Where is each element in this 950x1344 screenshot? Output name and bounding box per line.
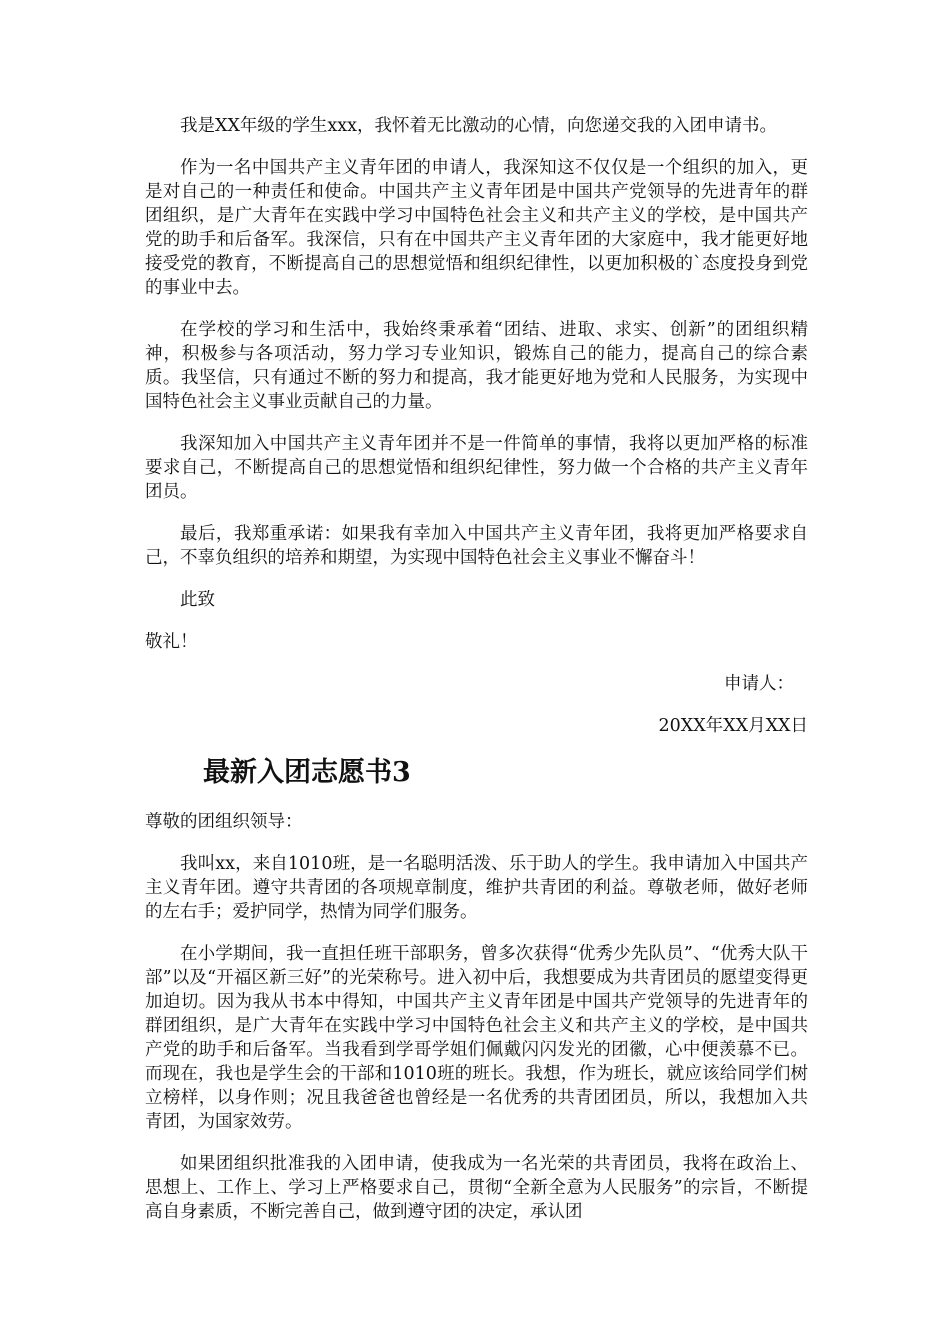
letter1-paragraph-1: 我是XX年级的学生xxx，我怀着无比激动的心情，向您递交我的入团申请书。 — [180, 116, 778, 136]
signature-line: 申请人： — [724, 674, 794, 694]
letter1-paragraph-3: 在学校的学习和生活中，我始终秉承着“团结、进取、求实、创新”的团组织精神，积极参与各项活动，努力学习专业知识，锻炼自己的能力，提高自己的综合素质。我坚信，只有通过不断的努力和提高，我才能更好地为党和人民服务，为实现中国特色社会主义事业贡献自己的力量。 — [145, 320, 808, 412]
salutation: 尊敬的团组织领导： — [145, 812, 303, 832]
closing-line-1: 此致 — [180, 590, 215, 610]
letter1-paragraph-5: 最后，我郑重承诺：如果我有幸加入中国共产主义青年团，我将更加严格要求自己，不辜负组织的培养和期望，为实现中国特色社会主义事业不懈奋斗！ — [145, 524, 808, 568]
letter2-paragraph-2: 在小学期间，我一直担任班干部职务，曾多次获得“优秀少先队员”、“优秀大队干部”以及“开福区新三好”的光荣称号。进入初中后，我想要成为共青团员的愿望变得更加迫切。因为我从书本中得知，中国共产主义青年团是中国共产党领导的先进青年的群团组织，是广大青年在实践中学习中国特色社会主义和共产主义的学校，是中国共产党的助手和后备军。当我看到学哥学姐们佩戴闪闪发光的团徽，心中便羡慕不已。而现在，我也是学生会的干部和1010班的班长。我想，作为班长，就应该给同学们树立榜样，以身作则；况且我爸爸也曾经是一名优秀的共青团团员，所以，我想加入共青团，为国家效劳。 — [145, 944, 808, 1132]
letter1-paragraph-2: 作为一名中国共产主义青年团的申请人，我深知这不仅仅是一个组织的加入，更是对自己的一种责任和使命。中国共产主义青年团是中国共产党领导的先进青年的群团组织，是广大青年在实践中学习中国特色社会主义和共产主义的学校，是中国共产党的助手和后备军。我深信，只有在中国共产主义青年团的大家庭中，我才能更好地接受党的教育，不断提高自己的思想觉悟和组织纪律性，以更加积极的`态度投身到党的事业中去。 — [145, 158, 808, 298]
closing-line-2: 敬礼！ — [145, 632, 198, 652]
letter1-paragraph-4: 我深知加入中国共产主义青年团并不是一件简单的事情，我将以更加严格的标准要求自己，不断提高自己的思想觉悟和组织纪律性，努力做一个合格的共产主义青年团员。 — [145, 434, 808, 502]
letter2-paragraph-3: 如果团组织批准我的入团申请，使我成为一名光荣的共青团员，我将在政治上、思想上、工作上、学习上严格要求自己，贯彻“全新全意为人民服务”的宗旨，不断提高自身素质，不断完善自己，做到遵守团的决定，承认团 — [145, 1154, 808, 1222]
section-title: 最新入团志愿书3 — [203, 757, 411, 788]
date-line: 20XX年XX月XX日 — [658, 716, 808, 736]
document-page — [145, 114, 808, 1242]
letter2-paragraph-1: 我叫xx，来自1010班，是一名聪明活泼、乐于助人的学生。我申请加入中国共产主义青年团。遵守共青团的各项规章制度，维护共青团的利益。尊敬老师，做好老师的左右手；爱护同学，热情为同学们服务。 — [145, 854, 808, 922]
